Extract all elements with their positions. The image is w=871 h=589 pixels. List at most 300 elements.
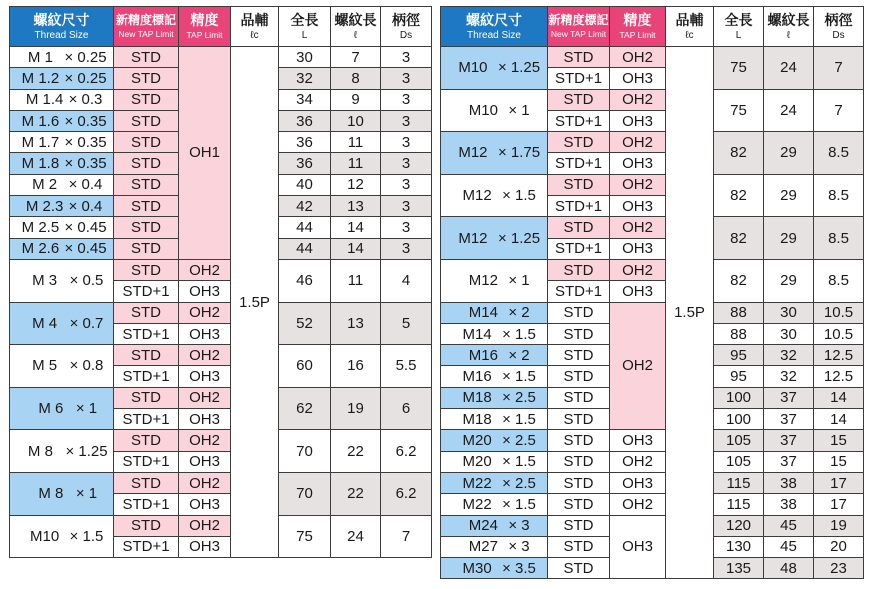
table-row <box>441 430 864 451</box>
thread-pitch: × 0.7 <box>69 314 104 332</box>
precision-cell: OH3 <box>610 196 666 217</box>
thread-diameter: M 8 <box>38 485 64 503</box>
tap-limit-cell: STD <box>114 47 179 68</box>
thread-diameter: M27 <box>468 538 498 556</box>
tap-limit-cell: STD <box>548 217 610 238</box>
precision-cell: OH3 <box>610 153 666 174</box>
thread-length-cell: 38 <box>764 494 814 515</box>
thread-diameter: M20 <box>462 453 492 471</box>
thread-diameter: M10 <box>458 59 488 77</box>
precision-cell: OH2 <box>610 259 666 280</box>
shank-diameter-cell: 14 <box>814 387 864 408</box>
thread-diameter: M10 <box>30 527 60 545</box>
thread-pitch: × 2 <box>508 346 530 364</box>
thread-diameter: M 2.6 <box>21 240 60 258</box>
shank-diameter-cell: 7 <box>814 89 864 132</box>
thread-diameter: M 1.2 <box>21 69 60 87</box>
thread-size-cell <box>441 323 548 344</box>
shank-diameter-cell: 3 <box>381 174 432 195</box>
thread-pitch: × 0.4 <box>68 197 103 215</box>
thread-pitch: × 2 <box>508 304 530 322</box>
thread-pitch: × 0.4 <box>68 176 103 194</box>
thread-size-cell <box>10 302 114 345</box>
total-length-cell: 130 <box>714 536 764 557</box>
tap-limit-cell: STD <box>548 47 610 68</box>
precision-cell: OH3 <box>179 494 231 515</box>
thread-pitch: × 1.5 <box>502 453 536 471</box>
total-length-cell: 105 <box>714 430 764 451</box>
tap-limit-cell: STD <box>548 174 610 195</box>
thread-diameter: M30 <box>462 559 492 577</box>
total-length-cell: 100 <box>714 387 764 408</box>
shank-diameter-cell: 10.5 <box>814 302 864 323</box>
total-length-cell: 60 <box>279 345 331 388</box>
tap-limit-cell: STD+1 <box>548 153 610 174</box>
thread-size-cell <box>441 409 548 430</box>
thread-size-header: 螺紋尺寸 Thread Size <box>441 7 548 47</box>
thread-length-cell: 45 <box>764 515 814 536</box>
table-row <box>441 302 864 323</box>
tap-limit-cell: STD <box>548 558 610 579</box>
precision-cell: OH2 <box>179 430 231 451</box>
shank-diameter-cell: 6 <box>381 387 432 430</box>
tap-limit-cell: STD+1 <box>548 68 610 89</box>
thread-size-cell <box>441 536 548 557</box>
table-row <box>441 89 864 110</box>
total-length-cell: 52 <box>279 302 331 345</box>
chamfer-header: 品輔 ℓc <box>231 7 279 47</box>
chamfer-cell: 1.5P <box>231 47 279 558</box>
table-row <box>441 174 864 195</box>
thread-pitch: × 0.45 <box>64 219 107 237</box>
total-length-cell: 42 <box>279 196 331 217</box>
thread-diameter: M 5 <box>32 357 58 375</box>
total-length-cell: 115 <box>714 494 764 515</box>
thread-pitch: × 3 <box>508 517 530 535</box>
shank-diameter-cell: 8.5 <box>814 132 864 175</box>
table-row <box>10 345 432 366</box>
tap-limit-cell: STD <box>548 430 610 451</box>
precision-cell: OH3 <box>179 409 231 430</box>
total-length-cell: 75 <box>279 515 331 558</box>
tap-limit-cell: STD <box>114 153 179 174</box>
total-length-cell: 46 <box>279 259 331 302</box>
thread-size-cell <box>441 515 548 536</box>
total-length-cell: 40 <box>279 174 331 195</box>
tap-limit-cell: STD+1 <box>114 536 179 557</box>
thread-pitch: × 2.5 <box>502 389 536 407</box>
precision-cell: OH2 <box>610 174 666 195</box>
shank-diameter-cell: 6.2 <box>381 430 432 473</box>
total-length-cell: 88 <box>714 302 764 323</box>
total-length-cell: 62 <box>279 387 331 430</box>
thread-diameter: M 2 <box>32 176 58 194</box>
thread-size-cell <box>10 110 114 131</box>
thread-pitch: × 3 <box>508 538 530 556</box>
tap-limit-cell: STD <box>548 472 610 493</box>
precision-cell-oh3-merged: OH3 <box>610 515 666 579</box>
thread-diameter: M 2.3 <box>25 197 64 215</box>
thread-pitch: × 1.5 <box>502 410 536 428</box>
tap-limit-cell: STD+1 <box>114 281 179 302</box>
thread-diameter: M24 <box>468 517 498 535</box>
thread-diameter: M 1.4 <box>25 91 64 109</box>
precision-cell: OH3 <box>179 451 231 472</box>
thread-diameter: M10 <box>468 101 498 119</box>
thread-length-cell: 24 <box>764 47 814 90</box>
thread-length-cell: 12 <box>331 174 381 195</box>
precision-cell-oh2-merged: OH2 <box>610 302 666 430</box>
thread-size-cell <box>441 174 548 217</box>
thread-size-cell <box>10 259 114 302</box>
thread-size-cell <box>10 430 114 473</box>
shank-diameter-cell: 3 <box>381 110 432 131</box>
precision-cell: OH3 <box>610 110 666 131</box>
total-length-cell: 82 <box>714 259 764 302</box>
thread-size-cell <box>441 345 548 366</box>
thread-length-cell: 29 <box>764 217 814 260</box>
shank-diameter-cell: 8.5 <box>814 174 864 217</box>
thread-diameter: M 1.8 <box>21 155 60 173</box>
precision-cell: OH3 <box>610 238 666 259</box>
tap-limit-cell: STD+1 <box>114 323 179 344</box>
thread-pitch: × 1.25 <box>497 59 541 77</box>
thread-pitch: × 1.25 <box>497 229 541 247</box>
thread-pitch: × 0.3 <box>68 91 103 109</box>
shank-diameter-cell: 3 <box>381 132 432 153</box>
shank-diameter-cell: 3 <box>381 238 432 259</box>
thread-size-cell <box>10 345 114 388</box>
tap-limit-cell: STD <box>114 345 179 366</box>
table-row <box>10 430 432 451</box>
thread-size-cell <box>10 132 114 153</box>
thread-diameter: M14 <box>468 304 498 322</box>
thread-diameter: M 4 <box>32 314 58 332</box>
table-row <box>441 494 864 515</box>
tap-limit-cell: STD <box>548 536 610 557</box>
thread-size-cell <box>441 217 548 260</box>
thread-length-cell: 24 <box>331 515 381 558</box>
total-length-header: 全長 L <box>714 7 764 47</box>
thread-size-cell <box>10 238 114 259</box>
total-length-cell: 32 <box>279 68 331 89</box>
thread-diameter: M 1 <box>27 48 53 66</box>
thread-diameter: M18 <box>462 389 492 407</box>
thread-diameter: M22 <box>462 474 492 492</box>
thread-pitch: × 1 <box>75 400 98 418</box>
thread-diameter: M 3 <box>32 272 58 290</box>
header-row <box>10 7 432 47</box>
thread-pitch: × 1.5 <box>502 495 536 513</box>
thread-diameter: M 6 <box>38 400 64 418</box>
tap-limit-cell: STD <box>548 302 610 323</box>
thread-pitch: × 1 <box>508 101 530 119</box>
thread-length-cell: 24 <box>764 89 814 132</box>
tap-limit-cell: STD <box>114 132 179 153</box>
thread-length-cell: 13 <box>331 196 381 217</box>
shank-diameter-cell: 3 <box>381 196 432 217</box>
thread-length-header: 螺紋長 ℓ <box>331 7 381 47</box>
precision-cell: OH2 <box>610 132 666 153</box>
precision-cell: OH2 <box>179 387 231 408</box>
thread-length-cell: 37 <box>764 430 814 451</box>
chamfer-header: 品輔 ℓc <box>666 7 714 47</box>
tap-limit-cell: STD <box>114 472 179 493</box>
thread-pitch: × 0.35 <box>64 112 107 130</box>
thread-length-cell: 11 <box>331 132 381 153</box>
tap-limit-cell: STD+1 <box>114 494 179 515</box>
thread-length-cell: 29 <box>764 132 814 175</box>
tap-limit-cell: STD <box>114 217 179 238</box>
shank-diameter-cell: 15 <box>814 451 864 472</box>
total-length-cell: 115 <box>714 472 764 493</box>
thread-size-cell <box>10 153 114 174</box>
precision-header: 精度 TAP Limit <box>179 7 231 47</box>
shank-diameter-cell: 5.5 <box>381 345 432 388</box>
thread-size-cell <box>10 217 114 238</box>
shank-diameter-cell: 3 <box>381 68 432 89</box>
thread-diameter: M12 <box>462 187 492 205</box>
precision-cell: OH3 <box>610 472 666 493</box>
thread-pitch: × 0.35 <box>64 155 107 173</box>
precision-cell: OH3 <box>610 430 666 451</box>
thread-pitch: × 0.35 <box>64 133 107 151</box>
table-row <box>10 47 432 68</box>
thread-length-cell: 37 <box>764 409 814 430</box>
total-length-cell: 95 <box>714 366 764 387</box>
thread-pitch: × 0.25 <box>64 48 107 66</box>
shank-diameter-cell: 15 <box>814 430 864 451</box>
tap-limit-cell: STD <box>548 515 610 536</box>
precision-cell: OH2 <box>179 515 231 536</box>
thread-size-cell <box>10 472 114 515</box>
thread-size-cell <box>10 47 114 68</box>
thread-diameter: M 2.5 <box>21 219 60 237</box>
table-row <box>441 259 864 280</box>
thread-length-cell: 10 <box>331 110 381 131</box>
thread-pitch: × 2.5 <box>502 474 536 492</box>
tap-limit-cell: STD <box>548 259 610 280</box>
thread-diameter: M16 <box>468 346 498 364</box>
chamfer-cell: 1.5P <box>666 47 714 579</box>
total-length-cell: 135 <box>714 558 764 579</box>
total-length-cell: 36 <box>279 153 331 174</box>
thread-pitch: × 0.45 <box>64 240 107 258</box>
tap-limit-header: 新精度標記 New TAP Limit <box>548 7 610 47</box>
table-row <box>441 217 864 238</box>
shank-diameter-cell: 12.5 <box>814 366 864 387</box>
thread-length-cell: 11 <box>331 153 381 174</box>
precision-cell: OH3 <box>610 281 666 302</box>
thread-size-cell <box>441 47 548 90</box>
thread-length-cell: 22 <box>331 472 381 515</box>
tap-limit-cell: STD <box>114 430 179 451</box>
thread-pitch: × 1.5 <box>502 187 536 205</box>
precision-header: 精度 TAP Limit <box>610 7 666 47</box>
thread-size-cell <box>441 451 548 472</box>
thread-size-cell <box>441 89 548 132</box>
tap-limit-cell: STD <box>114 89 179 110</box>
precision-cell: OH2 <box>610 451 666 472</box>
thread-size-cell <box>441 472 548 493</box>
shank-diameter-cell: 10.5 <box>814 323 864 344</box>
precision-cell: OH3 <box>179 323 231 344</box>
thread-length-cell: 7 <box>331 47 381 68</box>
thread-size-cell <box>10 89 114 110</box>
precision-cell: OH2 <box>610 494 666 515</box>
thread-length-cell: 30 <box>764 323 814 344</box>
tap-limit-cell: STD <box>114 68 179 89</box>
tap-limit-cell: STD <box>114 174 179 195</box>
tap-limit-cell: STD+1 <box>114 451 179 472</box>
thread-length-cell: 11 <box>331 259 381 302</box>
shank-diameter-cell: 8.5 <box>814 217 864 260</box>
tap-limit-cell: STD <box>548 89 610 110</box>
total-length-header: 全長 L <box>279 7 331 47</box>
table-row <box>441 515 864 536</box>
tap-limit-cell: STD+1 <box>548 238 610 259</box>
header-row <box>441 7 864 47</box>
precision-cell-oh1: OH1 <box>179 47 231 260</box>
thread-length-cell: 32 <box>764 366 814 387</box>
tap-limit-cell: STD+1 <box>548 196 610 217</box>
tap-limit-cell: STD <box>548 323 610 344</box>
precision-cell: OH2 <box>610 89 666 110</box>
precision-cell: OH3 <box>610 68 666 89</box>
thread-length-cell: 29 <box>764 174 814 217</box>
total-length-cell: 95 <box>714 345 764 366</box>
thread-size-cell <box>441 387 548 408</box>
precision-cell: OH2 <box>610 47 666 68</box>
tap-limit-cell: STD <box>114 259 179 280</box>
thread-length-cell: 38 <box>764 472 814 493</box>
table-row <box>441 132 864 153</box>
thread-diameter: M 8 <box>27 442 53 460</box>
table-row <box>441 472 864 493</box>
shank-diameter-cell: 3 <box>381 89 432 110</box>
total-length-cell: 30 <box>279 47 331 68</box>
thread-pitch: × 1.5 <box>502 368 536 386</box>
table-row <box>10 259 432 280</box>
left-spec-table <box>9 6 432 558</box>
thread-size-cell <box>441 132 548 175</box>
total-length-cell: 44 <box>279 217 331 238</box>
tap-limit-cell: STD <box>548 132 610 153</box>
thread-diameter: M16 <box>462 368 492 386</box>
shank-diameter-cell: 3 <box>381 47 432 68</box>
thread-size-cell <box>441 494 548 515</box>
total-length-cell: 88 <box>714 323 764 344</box>
thread-length-cell: 13 <box>331 302 381 345</box>
shank-diameter-cell: 14 <box>814 409 864 430</box>
thread-size-cell <box>10 68 114 89</box>
thread-pitch: × 0.8 <box>69 357 104 375</box>
thread-diameter: M18 <box>462 410 492 428</box>
tap-limit-cell: STD+1 <box>548 281 610 302</box>
total-length-cell: 34 <box>279 89 331 110</box>
shank-diameter-cell: 20 <box>814 536 864 557</box>
total-length-cell: 36 <box>279 132 331 153</box>
total-length-cell: 70 <box>279 472 331 515</box>
thread-pitch: × 2.5 <box>502 431 536 449</box>
thread-diameter: M 1.6 <box>21 112 60 130</box>
thread-size-cell <box>441 366 548 387</box>
thread-length-cell: 8 <box>331 68 381 89</box>
total-length-cell: 75 <box>714 47 764 90</box>
thread-size-cell <box>441 259 548 302</box>
thread-length-cell: 37 <box>764 451 814 472</box>
thread-pitch: × 1.75 <box>497 144 541 162</box>
thread-diameter: M12 <box>458 144 488 162</box>
precision-cell: OH2 <box>179 259 231 280</box>
shank-diameter-cell: 12.5 <box>814 345 864 366</box>
total-length-cell: 100 <box>714 409 764 430</box>
table-row <box>441 47 864 68</box>
thread-size-cell <box>10 387 114 430</box>
right-spec-table <box>440 6 864 579</box>
precision-cell: OH2 <box>179 302 231 323</box>
thread-pitch: × 1.5 <box>69 527 104 545</box>
total-length-cell: 82 <box>714 132 764 175</box>
shank-diameter-cell: 7 <box>381 515 432 558</box>
thread-length-cell: 30 <box>764 302 814 323</box>
thread-length-cell: 29 <box>764 259 814 302</box>
precision-cell: OH2 <box>179 472 231 493</box>
thread-size-cell <box>441 430 548 451</box>
thread-length-cell: 48 <box>764 558 814 579</box>
thread-length-cell: 32 <box>764 345 814 366</box>
tap-limit-header: 新精度標記 New TAP Limit <box>114 7 179 47</box>
shank-diameter-cell: 4 <box>381 259 432 302</box>
thread-size-cell <box>441 558 548 579</box>
thread-diameter: M 1.7 <box>21 133 60 151</box>
thread-pitch: × 1 <box>508 272 530 290</box>
thread-length-cell: 22 <box>331 430 381 473</box>
tap-limit-cell: STD <box>114 110 179 131</box>
thread-length-cell: 37 <box>764 387 814 408</box>
thread-length-cell: 9 <box>331 89 381 110</box>
thread-pitch: × 3.5 <box>502 559 536 577</box>
shank-diameter-cell: 3 <box>381 217 432 238</box>
shank-diameter-cell: 17 <box>814 494 864 515</box>
tap-limit-cell: STD <box>114 196 179 217</box>
tap-limit-cell: STD+1 <box>548 110 610 131</box>
thread-size-cell <box>10 196 114 217</box>
thread-diameter: M12 <box>468 272 498 290</box>
thread-length-cell: 19 <box>331 387 381 430</box>
shank-diameter-cell: 8.5 <box>814 259 864 302</box>
table-row <box>10 387 432 408</box>
total-length-cell: 120 <box>714 515 764 536</box>
shank-diameter-cell: 5 <box>381 302 432 345</box>
total-length-cell: 75 <box>714 89 764 132</box>
thread-pitch: × 1.25 <box>65 442 108 460</box>
tap-limit-cell: STD <box>114 387 179 408</box>
table-row <box>10 515 432 536</box>
thread-size-header: 螺紋尺寸 Thread Size <box>10 7 114 47</box>
thread-size-cell <box>441 302 548 323</box>
thread-size-cell <box>10 515 114 558</box>
tap-limit-cell: STD <box>548 451 610 472</box>
thread-length-cell: 14 <box>331 238 381 259</box>
thread-diameter: M22 <box>462 495 492 513</box>
thread-pitch: × 1 <box>75 485 98 503</box>
tap-limit-cell: STD <box>548 494 610 515</box>
thread-length-cell: 14 <box>331 217 381 238</box>
total-length-cell: 82 <box>714 217 764 260</box>
thread-size-cell <box>10 174 114 195</box>
table-row <box>10 472 432 493</box>
